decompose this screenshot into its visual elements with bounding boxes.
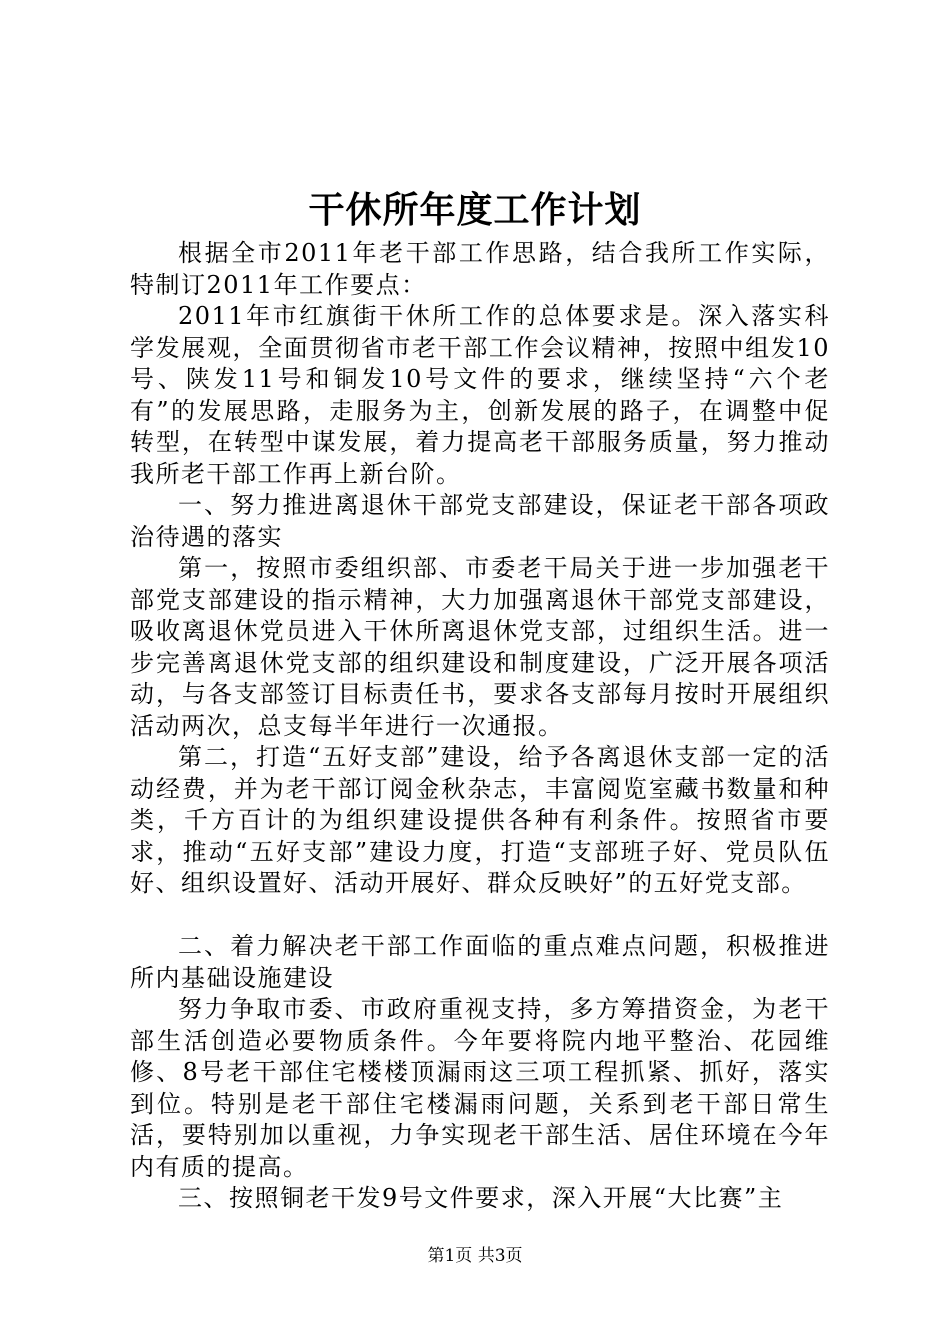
paragraph-overall-requirements: 2011年市红旗街干休所工作的总体要求是。深入落实科学发展观，全面贯彻省市老干部工作会议精神，按照中组发10号、陕发11号和铜发10号文件的要求，继续坚持“六个老有”的发展思路，走服务为主，创新发展的路子，在调整中促转型，在转型中谋发展，着力提高老干部服务质量，努力推动我所老干部工作再上新台阶。 xyxy=(130,302,830,488)
paragraph-first: 第一，按照市委组织部、市委老干局关于进一步加强老干部党支部建设的指示精神，大力加强离退休干部党支部建设，吸收离退休党员进入干休所离退休党支部，过组织生活。进一步完善离退休党支部的组织建设和制度建设，广泛开展各项活动，与各支部签订目标责任书，要求各支部每月按时开展组织活动两次，总支每半年进行一次通报。 xyxy=(130,554,830,740)
section-heading-3: 三、按照铜老干发9号文件要求，深入开展“大比赛”主 xyxy=(178,1184,784,1212)
paragraph-intro: 根据全市2011年老干部工作思路，结合我所工作实际，特制订2011年工作要点： xyxy=(130,239,830,299)
paragraph-second: 第二，打造“五好支部”建设，给予各离退休支部一定的活动经费，并为老干部订阅金秋杂志，丰富阅览室藏书数量和种类，千方百计的为组织建设提供各种有利条件。按照省市要求，推动“五好支部”建设力度，打造“支部班子好、党员队伍好、组织设置好、活动开展好、群众反映好”的五好党支部。 xyxy=(130,743,830,897)
document-title: 干休所年度工作计划 xyxy=(308,189,642,231)
section-heading-2: 二、着力解决老干部工作面临的重点难点问题，积极推进所内基础设施建设 xyxy=(130,932,830,992)
paragraph-infrastructure: 努力争取市委、市政府重视支持，多方筹措资金，为老干部生活创造必要物质条件。今年要将院内地平整治、花园维修、8号老干部住宅楼楼顶漏雨这三项工程抓紧、抓好，落实到位。特别是老干部住宅楼漏雨问题，关系到老干部日常生活，要特别加以重视，力争实现老干部生活、居住环境在今年内有质的提高。 xyxy=(130,995,830,1181)
document-body xyxy=(130,238,830,1215)
page-number-footer: 第1页 共3页 xyxy=(427,1246,523,1266)
section-heading-1: 一、努力推进离退休干部党支部建设，保证老干部各项政治待遇的落实 xyxy=(130,491,830,551)
